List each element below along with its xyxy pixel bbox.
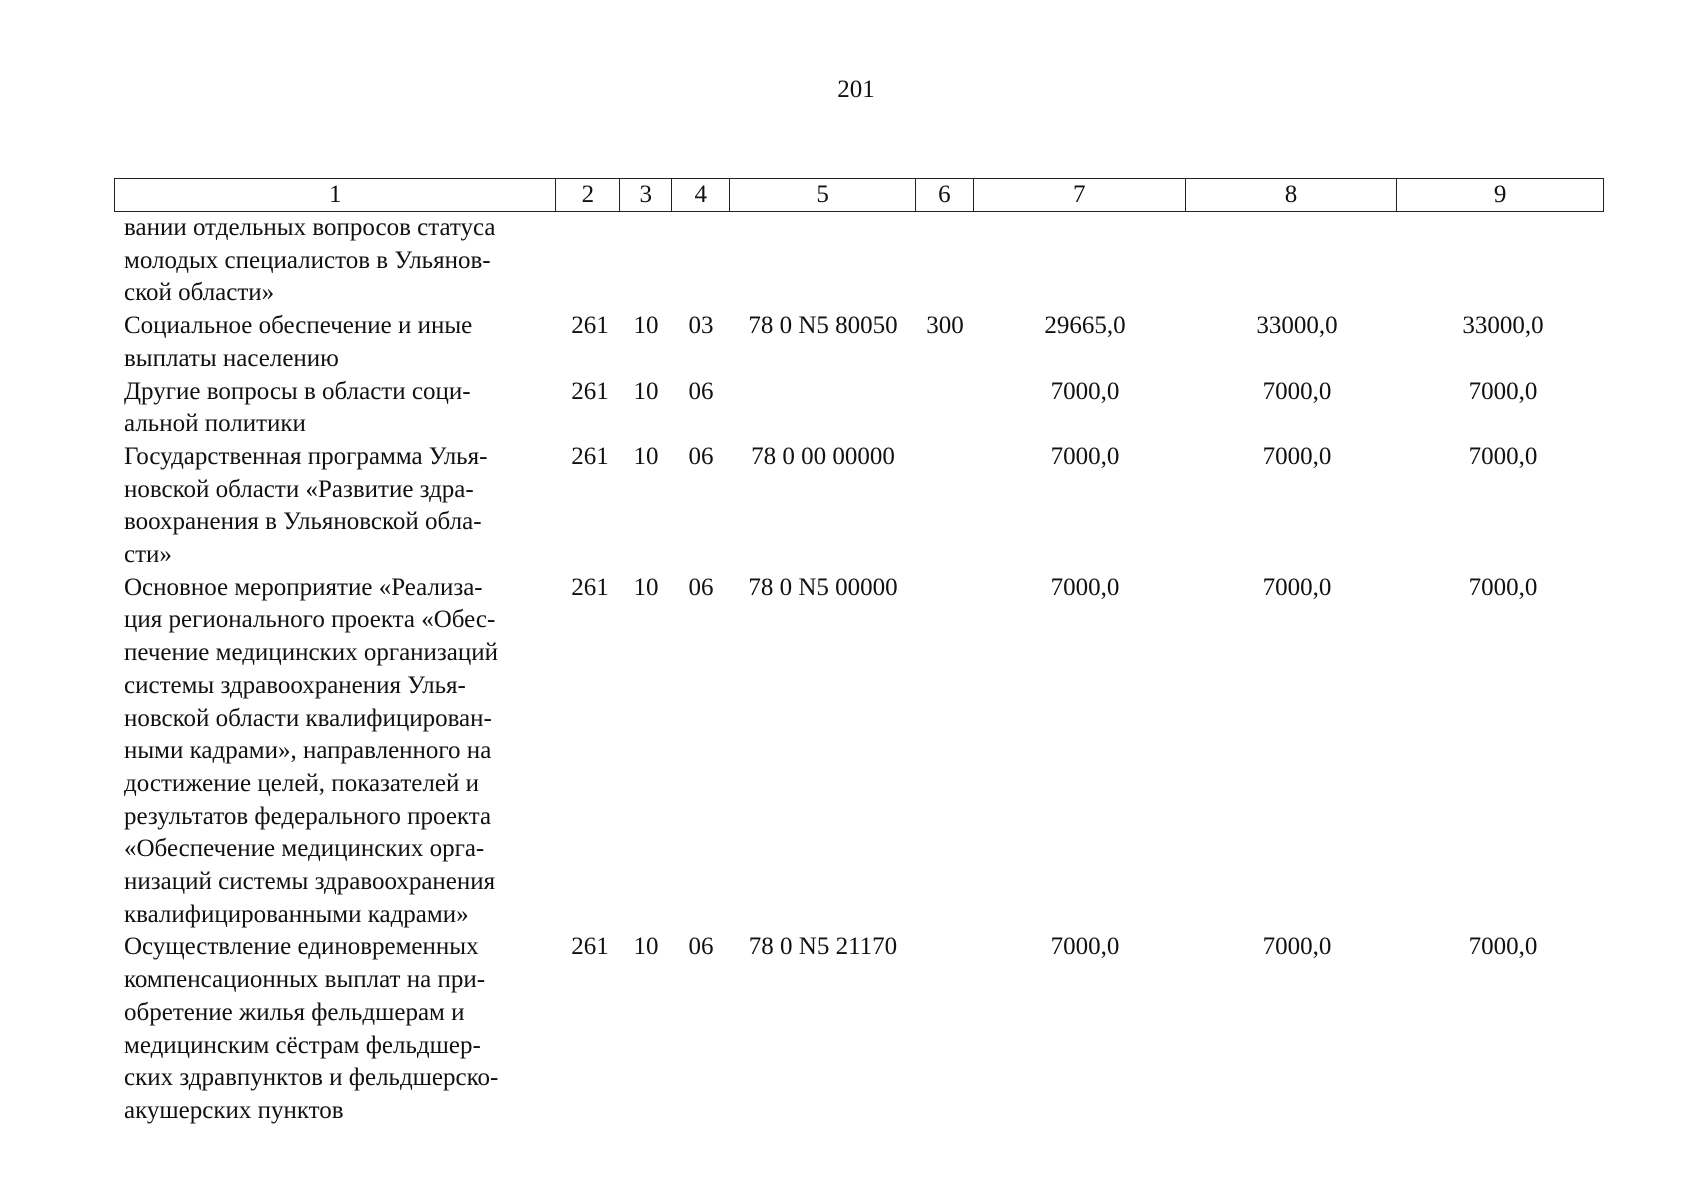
description-line: Социальное обеспечение и иные: [124, 312, 473, 340]
cell-col-2: 261: [571, 573, 609, 601]
description-line: молодых специалистов в Ульянов-: [124, 246, 491, 274]
row-description: [114, 376, 556, 441]
table-body: [114, 212, 1604, 1128]
table-row: [114, 310, 1604, 375]
column-header-2: 2: [556, 179, 620, 211]
cell-col-4: 06: [688, 573, 714, 601]
column-header-1: 1: [115, 179, 556, 211]
cell-col-4: 06: [688, 377, 714, 405]
description-line: воохранения в Ульяновской обла-: [124, 508, 482, 536]
row-description: [114, 212, 556, 310]
cell-col-5: 78 0 N5 21170: [748, 933, 898, 961]
cell-col-2: 261: [571, 442, 609, 470]
cell-col-2: 261: [571, 377, 609, 405]
cell-col-9: 7000,0: [1468, 442, 1538, 470]
description-line: достижение целей, показателей и: [124, 769, 479, 797]
cell-col-3: 10: [633, 312, 659, 340]
description-line: ция регионального проекта «Обес-: [124, 606, 496, 634]
description-line: квалифицированными кадрами»: [124, 900, 469, 928]
description-line: Другие вопросы в области соци-: [124, 377, 471, 405]
column-header-6: 6: [916, 179, 974, 211]
cell-col-9: 7000,0: [1468, 573, 1538, 601]
column-header-4: 4: [672, 179, 730, 211]
cell-col-8: 33000,0: [1256, 312, 1338, 340]
description-line: Государственная программа Улья-: [124, 442, 488, 470]
description-line: результатов федерального проекта: [124, 802, 492, 830]
cell-col-4: 06: [688, 933, 714, 961]
column-header-9: 9: [1493, 181, 1507, 208]
description-line: альной политики: [124, 410, 306, 438]
column-header-8: 8: [1186, 179, 1398, 211]
cell-col-2: 261: [571, 933, 609, 961]
cell-col-8: 7000,0: [1262, 442, 1332, 470]
cell-col-7: 7000,0: [1050, 573, 1120, 601]
cell-col-7: 7000,0: [1050, 933, 1120, 961]
table-row: [114, 572, 1604, 932]
cell-col-5: 78 0 N5 00000: [748, 573, 898, 601]
cell-col-7: 7000,0: [1050, 377, 1120, 405]
description-line: новской области «Развитие здра-: [124, 475, 474, 503]
cell-col-3: 10: [633, 442, 659, 470]
table-row: [114, 376, 1604, 441]
description-line: низаций системы здравоохранения: [124, 868, 496, 896]
cell-col-5: 78 0 00 00000: [751, 442, 895, 470]
cell-col-8: 7000,0: [1262, 933, 1332, 961]
description-line: вании отдельных вопросов статуса: [124, 214, 496, 241]
cell-col-3: 10: [633, 573, 659, 601]
description-line: печение медицинских организаций: [124, 639, 499, 667]
description-line: ными кадрами», направленного на: [124, 737, 492, 765]
row-description: [114, 931, 556, 1127]
column-header-row: [114, 178, 1604, 212]
table-row: [114, 212, 1604, 310]
cell-col-3: 10: [633, 933, 659, 961]
row-description: [114, 310, 556, 375]
row-description: [114, 572, 556, 932]
column-header-5: 5: [730, 179, 916, 211]
cell-col-6: 300: [926, 312, 964, 340]
cell-col-4: 06: [688, 442, 714, 470]
column-header-3: 3: [620, 179, 672, 211]
cell-col-2: 261: [571, 312, 609, 340]
row-description: [114, 441, 556, 572]
column-header-7: 7: [974, 179, 1186, 211]
cell-col-9: 7000,0: [1468, 933, 1538, 961]
description-line: выплаты населению: [124, 344, 339, 372]
description-line: Осуществление единовременных: [124, 933, 479, 961]
description-line: Основное мероприятие «Реализа-: [124, 573, 483, 601]
table-row: [114, 931, 1604, 1127]
description-line: новской области квалифицирован-: [124, 704, 492, 732]
description-line: «Обеспечение медицинских орга-: [124, 835, 485, 863]
description-line: акушерских пунктов: [124, 1096, 344, 1124]
description-line: обретение жилья фельдшерам и: [124, 998, 465, 1026]
description-line: медицинским сёстрам фельдшер-: [124, 1031, 481, 1059]
cell-col-3: 10: [633, 377, 659, 405]
cell-col-7: 29665,0: [1044, 312, 1126, 340]
description-line: ской области»: [124, 279, 275, 307]
table-row: [114, 441, 1604, 572]
cell-col-8: 7000,0: [1262, 377, 1332, 405]
page-number: 201: [837, 76, 875, 103]
cell-col-5: 78 0 N5 80050: [748, 312, 898, 340]
description-line: ских здравпунктов и фельдшерско-: [124, 1064, 499, 1092]
cell-col-9: 33000,0: [1462, 312, 1544, 340]
cell-col-7: 7000,0: [1050, 442, 1120, 470]
description-line: сти»: [124, 541, 172, 569]
description-line: компенсационных выплат на при-: [124, 966, 486, 994]
cell-col-9: 7000,0: [1468, 377, 1538, 405]
cell-col-4: 03: [688, 312, 714, 340]
description-line: системы здравоохранения Улья-: [124, 671, 466, 699]
cell-col-8: 7000,0: [1262, 573, 1332, 601]
